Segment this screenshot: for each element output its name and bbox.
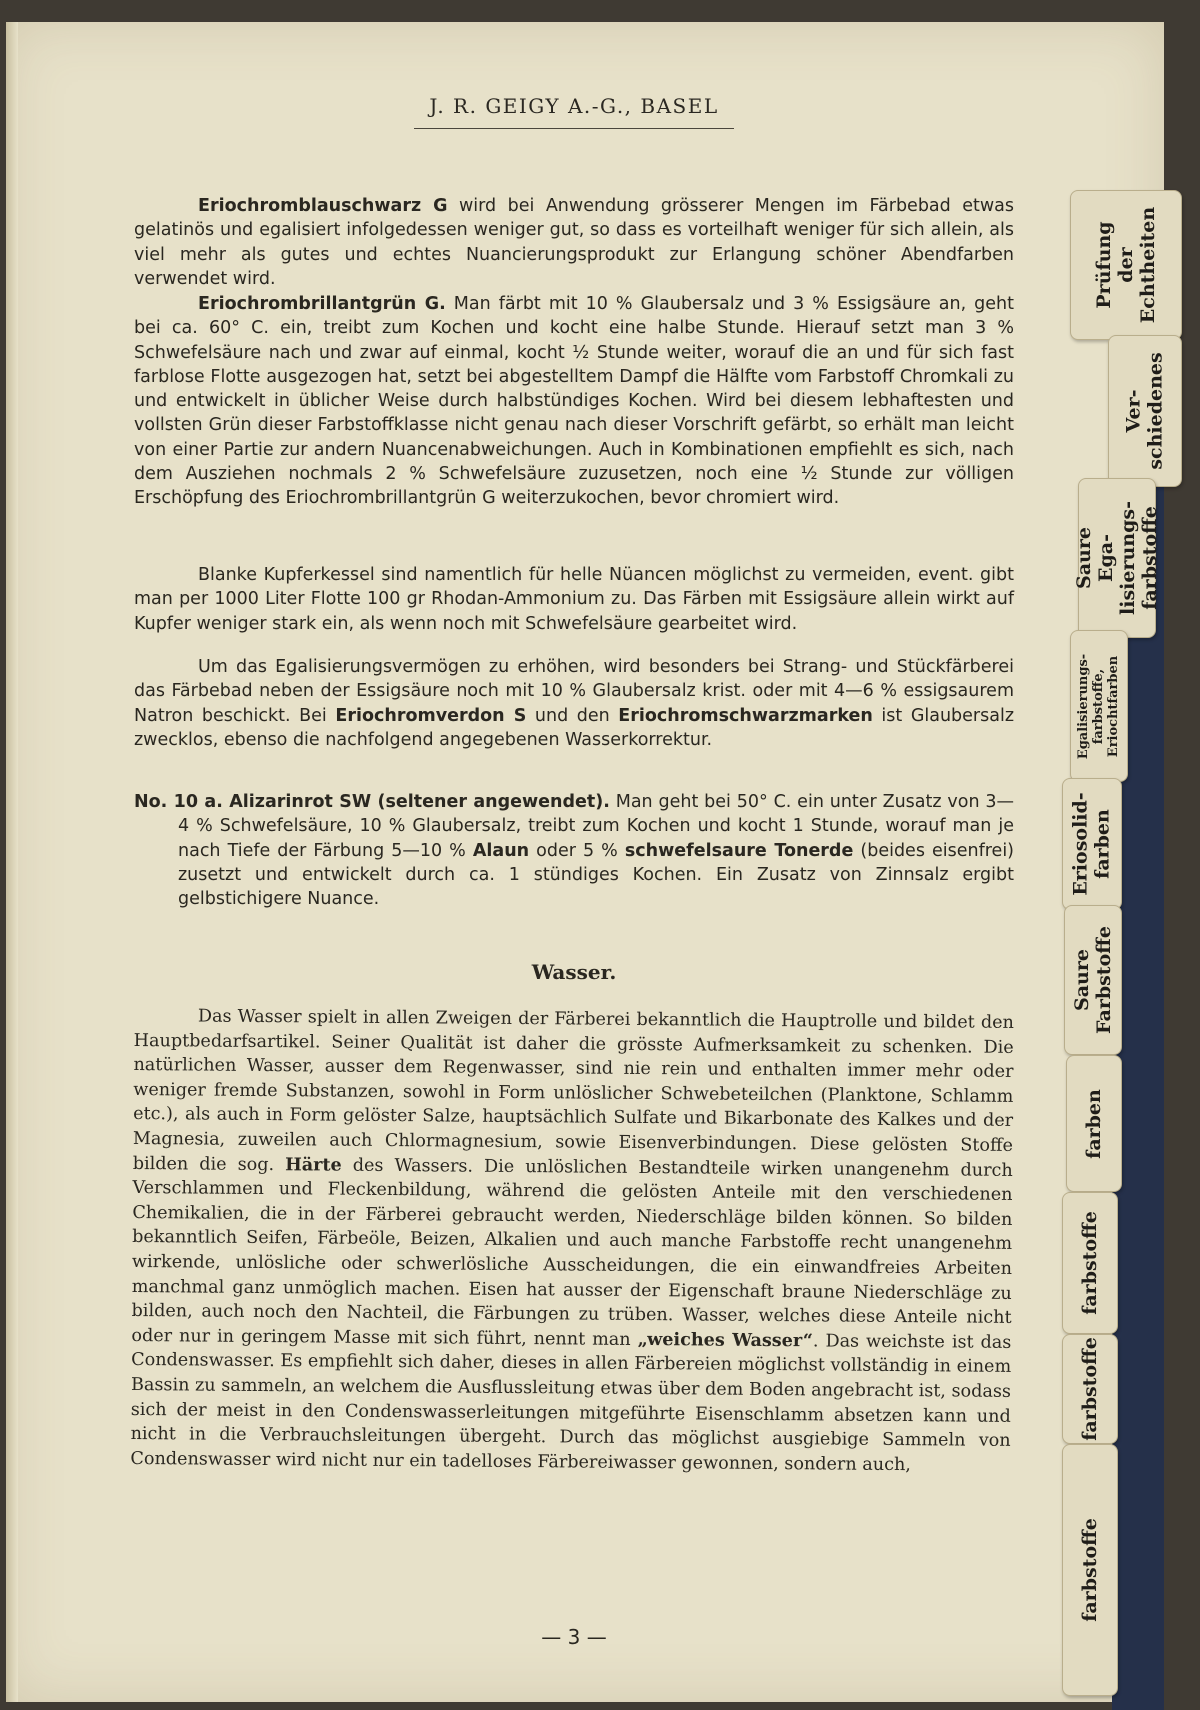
tab-label: farbstoffe [1079, 1211, 1102, 1315]
tab-label: Saure Ega- lisierungs- farbstoffe [1073, 501, 1162, 615]
page-content [130, 22, 1015, 1702]
term-eriochromverdon: Eriochromverdon S [335, 705, 527, 726]
paragraph-text: und den [526, 705, 619, 726]
index-tab-verschiedenes[interactable] [1108, 335, 1182, 487]
book-page [6, 22, 1164, 1702]
paragraph-eriochrombrillantgruen [134, 292, 1014, 511]
paragraph-text: wird bei Anwendung grösserer Mengen im Färbebad etwas gelatinös und egalisiert infolgedessen weniger gut, so dass es vorteilhaft weniger für sich allein, als viel mehr als gutes und echtes Nuancierungsprodukt zur Erlangung schöner Abendfarben verwendet wird. [134, 196, 1015, 289]
section-heading-wasser: Wasser. [531, 960, 617, 984]
paragraph-eriochromblauschwarz [134, 194, 1014, 291]
paragraph-text: des Wassers. Die unlöslichen Bestandteile wirken unangenehm durch Verschlammen und Fleckenbildung, während die gelösten Anteile mit den verschiedenen Chemikalien, die in der Färberei gebraucht werden, Niederschläge bilden können. So bilden bekanntlich Seifen, Färbeöle, Beizen, Alkalien und auch manche Farbstoffe recht unangenehm wirkende, unlösliche oder schwerlösliche Ausscheidungen, die ein einwandfreies Arbeiten manchmal ganz unmöglich machen. Eisen hat ausser der Eigenschaft braune Niederschläge zu bilden, auch noch den Nachteil, die Färbungen zu trüben. Wasser, welches diese Anteile nicht oder nur in geringem Masse mit sich führt, nennt man [131, 1155, 1013, 1350]
term-haerte: Härte [285, 1153, 342, 1176]
paragraph-text: oder 5 % [529, 840, 625, 861]
paragraph-text: Man geht bei 50° C. ein unter Zusatz von 3—4 % Schwefelsäure, 10 % Glaubersalz, treibt zum Kochen und kocht 1 Stunde, worauf man je nach Tiefe der Färbung 5—10 % [178, 792, 1015, 861]
page-edge [6, 22, 18, 1702]
paragraph-text: Das Wasser spielt in allen Zweigen der Färberei bekanntlich die Hauptrolle und bildet den Hauptbedarfsartikel. Seiner Qualität ist daher die grösste Aufmerksamkeit zu schenken. Die natürlichen Wasser, ausser dem Regenwasser, sind nie rein und enthalten immer mehr oder weniger fremde Substanzen, sowohl in Form unlöslicher Schwebeteilchen (Planktone, Schlamm etc.), als auch in Form gelöster Salze, hauptsächlich Sulfate und Bikarbonate des Kalkes und der Magnesia, zuweilen auch Chlormagnesium, sowie Eisenverbindungen. Diese gelösten Stoffe bilden die sog. [132, 1006, 1014, 1175]
index-tab-saure-farbstoffe[interactable] [1064, 905, 1122, 1055]
running-head: J. R. GEIGY A.-G., BASEL [414, 94, 734, 129]
paragraph-wasser [130, 1004, 1014, 1478]
index-tab-farbstoffe-2[interactable] [1062, 1334, 1118, 1444]
term-schwefelsaure-tonerde: schwefelsaure Tonerde [624, 840, 854, 861]
index-tab-pruefung-der-echtheiten[interactable] [1070, 190, 1182, 340]
index-tab-egalisierungsfarbstoffe[interactable] [1070, 630, 1128, 782]
paragraph-alizarinrot [134, 790, 1014, 911]
tab-label: Ver- schiedenes [1123, 352, 1168, 470]
paragraph-kupferkessel: Blanke Kupferkessel sind namentlich für helle Nüancen möglichst zu vermeiden, event. gibt man per 1000 Liter Flotte 100 gr Rhodan-Ammonium zu. Das Färben mit Essigsäure allein wirkt auf Kupfer weniger stark ein, als wenn noch mit Schwefelsäure gearbeitet wird. [134, 565, 1014, 634]
term-weiches-wasser: „weiches Wasser“ [637, 1328, 814, 1352]
page-number: — 3 — [541, 1625, 607, 1649]
paragraph-text: . Das weichste ist das Condenswasser. Es empfiehlt sich daher, dieses in allen Färbereien möglichst vollständig in einem Bassin zu sammeln, an welchem die Ausflussleitung etwas über dem Boden angebracht ist, sodass sich der meist in den Condenswasserleitungen mitgeführte Eisenschlamm absetzen kann und nicht in die Verbrauchsleitungen übergeht. Durch das möglichst ausgiebige Sammeln von Condenswasser wird nicht nur ein tadelloses Färbereiwasser gewonnen, sondern auch, [130, 1331, 1012, 1475]
index-tab-saure-egalisierungsfarbstoffe[interactable] [1073, 478, 1162, 638]
paragraph-text: (beides eisenfrei) zusetzt und entwickelt durch ca. 1 stündiges Kochen. Ein Zusatz von Zinnsalz ergibt gelbstichigere Nuance. [178, 840, 1015, 910]
paragraph-text: Um das Egalisierungsvermögen zu erhöhen, wird besonders bei Strang- und Stückfärberei das Färbebad neben der Essigsäure noch mit 10 % Glaubersalz krist. oder mit 4—6 % essigsaurem Natron beschickt. Bei [134, 657, 1014, 726]
paragraph-text: Man färbt mit 10 % Glaubersalz und 3 % Essigsäure an, geht bei ca. 60° C. ein, treibt zum Kochen und kocht eine halbe Stunde. Hierauf setzt man 3 % Schwefelsäure nach und zwar auf einmal, kocht ½ Stunde weiter, worauf die an und für sich fast farblose Flotte ausgezogen hat, setzt bei abgestelltem Dampf die Hälfte vom Farbstoff Chromkali zu und entwickelt in üblicher Weise durch halbstündiges Kochen. Wird bei diesem lebhaftesten und vollsten Grün dieser Farbstoffklasse nicht genau nach dieser Vorschrift gefärbt, so erhält man leicht von einer Partie zur andern Nuancenabweichungen. Auch in Kombinationen empfiehlt es sich, nach dem Ausziehen nochmals 2 % Schwefelsäure zuzusetzen, noch eine ½ Stunde zur völligen Erschöpfung des Eriochrombrillantgrün G weiterzukochen, bevor chromiert wird. [134, 294, 1014, 509]
index-tab-eriosolidfarben[interactable] [1062, 778, 1122, 910]
term-alaun: Alaun [472, 840, 530, 861]
term-alizarinrot: No. 10 a. Alizarinrot SW (seltener angewendet). [134, 792, 610, 812]
tab-label: farbstoffe [1079, 1337, 1102, 1441]
tab-label: Prüfung der Echtheiten [1093, 206, 1160, 324]
term-eriochromblauschwarz: Eriochromblauschwarz G [198, 196, 448, 216]
tab-label: farben [1083, 1088, 1105, 1159]
tab-label: Eriosolid- farben [1070, 792, 1115, 896]
tab-label: Egalisierungs- farbstoffe, Eriochtfarben [1076, 653, 1122, 759]
index-tab-farbstoffe-1[interactable] [1062, 1192, 1118, 1334]
paragraph-text: ist Glaubersalz zwecklos, ebenso die nachfolgend angegebenen Wasserkorrektur. [134, 705, 1015, 750]
tab-label: farbstoffe [1079, 1518, 1102, 1622]
index-tab-farben[interactable] [1066, 1055, 1122, 1192]
paragraph-egalisierung [134, 655, 1014, 752]
index-tab-farbstoffe-3[interactable] [1062, 1444, 1118, 1696]
tab-label: Saure Farbstoffe [1071, 926, 1116, 1034]
term-eriochrombrillantgruen: Eriochrombrillantgrün G. [198, 294, 446, 314]
term-eriochromschwarzmarken: Eriochromschwarzmarken [618, 705, 873, 726]
